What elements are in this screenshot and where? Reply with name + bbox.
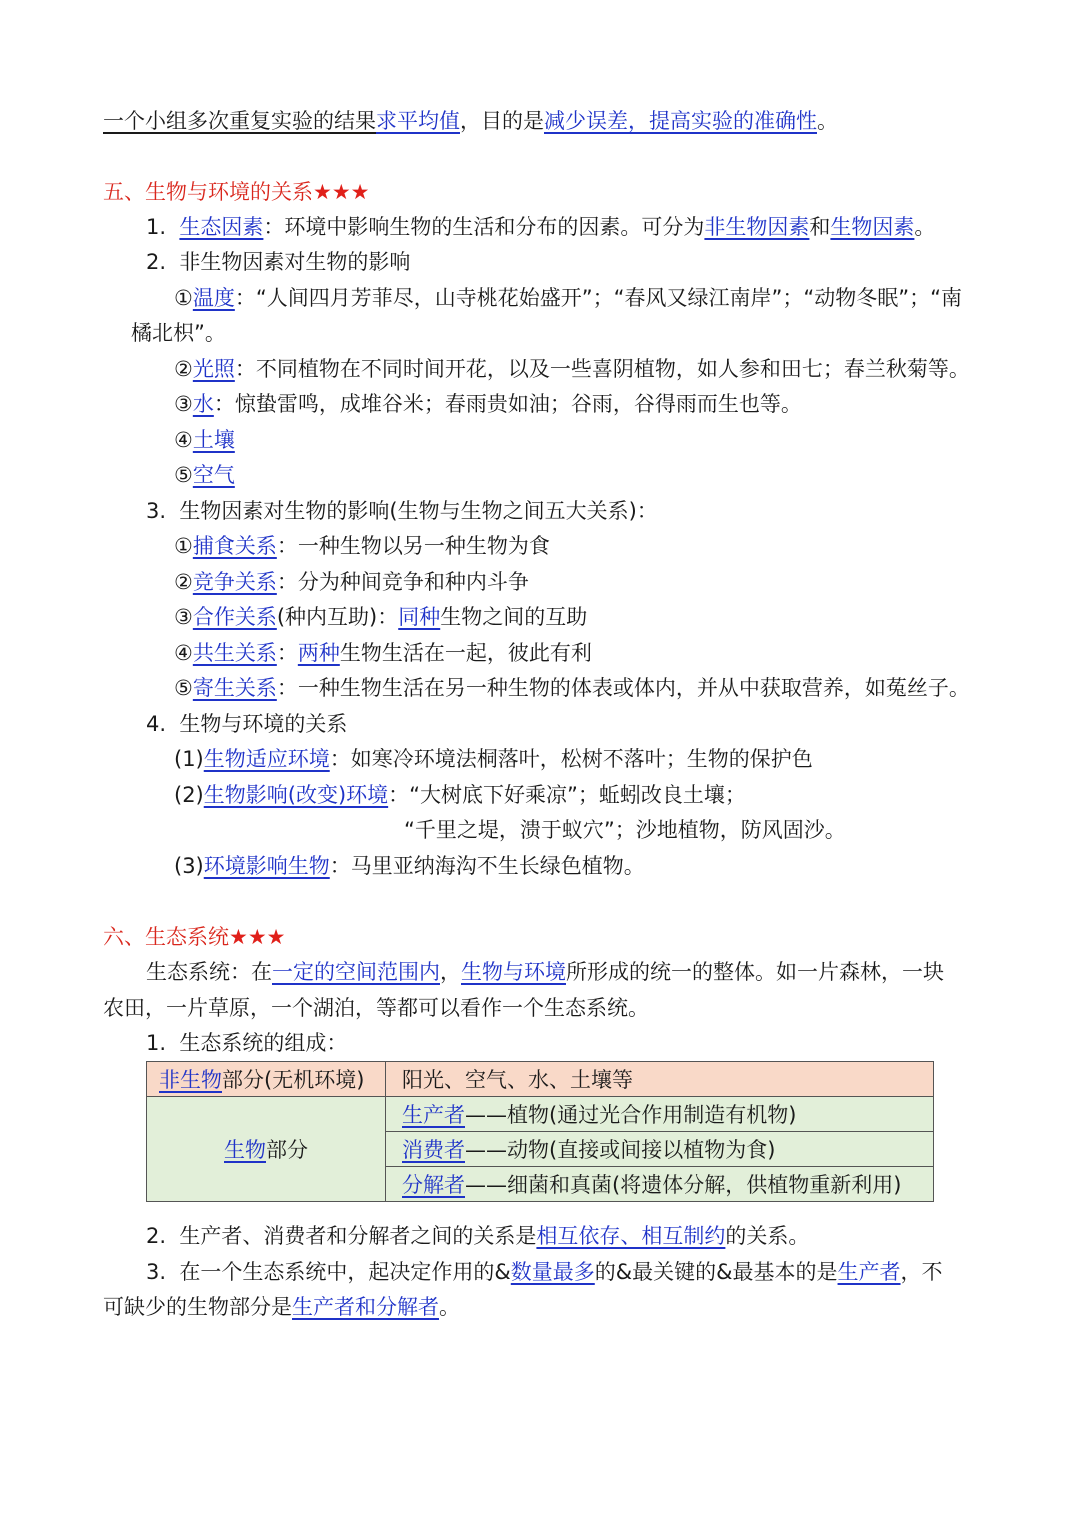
point-number: 1. — [146, 215, 167, 239]
relation-parasitism — [174, 673, 970, 703]
intro-text: 。 — [817, 109, 838, 133]
keyword: 生物影响(改变)环境 — [203, 783, 389, 807]
text: ——细菌和真菌(将遗体分解，供植物重新利用) — [465, 1173, 902, 1197]
keyword: 生物适应环境 — [203, 747, 330, 771]
text: 和 — [809, 215, 831, 239]
item-light — [174, 354, 970, 384]
keyword: 消费者 — [402, 1138, 465, 1162]
keyword: 相互依存、相互制约 — [536, 1224, 726, 1248]
text: 橘北枳”。 — [131, 321, 226, 345]
item-mark: (3) — [174, 854, 204, 878]
keyword: 捕食关系 — [192, 534, 277, 558]
text: “千里之堤，溃于蚁穴”；沙地植物，防风固沙。 — [404, 818, 846, 842]
table-row — [147, 1062, 934, 1097]
keyword: 共生关系 — [192, 641, 277, 665]
text: 生物之间的互助 — [440, 605, 588, 629]
keyword: 水 — [192, 392, 214, 416]
keyword: 非生物 — [159, 1068, 222, 1092]
env-influence — [174, 780, 746, 810]
intro-line — [103, 106, 838, 136]
point-number: 2. — [146, 250, 167, 274]
keyword: 合作关系 — [192, 605, 277, 629]
s5-point-2 — [146, 247, 410, 277]
item-mark: ② — [174, 570, 193, 594]
keyword: 生物 — [224, 1138, 266, 1162]
text: ：一种生物以另一种生物为食 — [276, 534, 550, 558]
keyword: 寄生关系 — [192, 676, 277, 700]
ecosystem-definition-cont — [103, 993, 649, 1023]
table-cell — [386, 1062, 934, 1097]
text: ：“人间四月芳菲尽，山寺桃花始盛开”；“春风又绿江南岸”；“动物冬眠”；“南 — [234, 286, 962, 310]
text: 。 — [914, 215, 936, 239]
table-cell — [386, 1167, 934, 1202]
table-cell — [386, 1097, 934, 1132]
item-mark: (2) — [174, 783, 204, 807]
text: ：马里亚纳海沟不生长绿色植物。 — [329, 854, 645, 878]
item-air — [174, 460, 235, 490]
keyword-average: 求平均值 — [376, 109, 460, 133]
text: ：“大树底下好乘凉”；蚯蚓改良土壤； — [388, 783, 746, 807]
text: ： — [276, 641, 298, 665]
keyword: 空气 — [192, 463, 235, 487]
item-soil — [174, 425, 235, 455]
item-mark: ① — [174, 534, 193, 558]
keyword-reduce-error: 减少误差，提高实验的准确性 — [544, 109, 817, 133]
table-cell — [147, 1097, 386, 1202]
relation-symbiosis — [174, 638, 592, 668]
section-title: 五、生物与环境的关系 — [103, 180, 313, 204]
item-water — [174, 389, 802, 419]
section-5-heading — [103, 177, 369, 207]
keyword: 生产者 — [837, 1260, 901, 1284]
text: ：如寒冷环境法桐落叶，松树不落叶；生物的保护色 — [329, 747, 813, 771]
text: 生物生活在一起，彼此有利 — [339, 641, 592, 665]
text: ， — [440, 960, 461, 984]
text: 的&最关键的&最基本的是 — [594, 1260, 838, 1284]
s6-point-2 — [146, 1221, 809, 1251]
keyword: 一定的空间范围内 — [272, 960, 440, 984]
env-affects-life — [174, 851, 645, 881]
keyword: 环境影响生物 — [203, 854, 330, 878]
point-number: 4. — [146, 712, 167, 736]
s5-point-3 — [146, 496, 658, 526]
text: 生产者、消费者和分解者之间的关系是 — [179, 1224, 537, 1248]
s6-point-3-cont — [103, 1292, 460, 1322]
text: ：环境中影响生物的生活和分布的因素。可分为 — [263, 215, 705, 239]
star-rating: ★★★ — [229, 925, 286, 949]
intro-text: 一个小组多次重复实验的结果 — [103, 109, 376, 133]
table-row — [147, 1097, 934, 1132]
ecosystem-composition-table — [146, 1061, 934, 1202]
keyword: 非生物因素 — [704, 215, 810, 239]
item-mark: ② — [174, 357, 193, 381]
point-text: 生物与环境的关系 — [179, 712, 348, 736]
keyword: 温度 — [192, 286, 235, 310]
keyword: 生产者和分解者 — [292, 1295, 439, 1319]
relation-predation — [174, 531, 550, 561]
table-cell — [386, 1132, 934, 1167]
text: 部分(无机环境) — [222, 1068, 365, 1092]
text: 可缺少的生物部分是 — [103, 1295, 292, 1319]
keyword: 同种 — [398, 605, 441, 629]
item-temperature-cont — [131, 318, 226, 348]
keyword: 光照 — [192, 357, 235, 381]
item-temperature — [174, 283, 962, 313]
keyword: 数量最多 — [510, 1260, 595, 1284]
item-mark: (1) — [174, 747, 204, 771]
section-title: 六、生态系统 — [103, 925, 229, 949]
text: ：分为种间竞争和种内斗争 — [276, 570, 529, 594]
keyword: 竞争关系 — [192, 570, 277, 594]
text: ——动物(直接或间接以植物为食) — [465, 1138, 776, 1162]
point-text: 生物因素对生物的影响(生物与生物之间五大关系)： — [179, 499, 658, 523]
text: 阳光、空气、水、土壤等 — [402, 1068, 633, 1092]
env-influence-cont — [404, 815, 846, 845]
point-number: 2. — [146, 1224, 167, 1248]
ecosystem-definition — [146, 957, 944, 987]
point-text: 生态系统的组成： — [179, 1031, 348, 1055]
point-text: 非生物因素对生物的影响 — [179, 250, 411, 274]
point-number: 3. — [146, 499, 167, 523]
text: 部分 — [266, 1138, 308, 1162]
intro-text: ，目的是 — [460, 109, 544, 133]
text: ：一种生物生活在另一种生物的体表或体内，并从中获取营养，如菟丝子。 — [276, 676, 970, 700]
table-cell — [147, 1062, 386, 1097]
item-mark: ③ — [174, 605, 193, 629]
keyword: 两种 — [297, 641, 340, 665]
relation-competition — [174, 567, 529, 597]
s5-point-4 — [146, 709, 347, 739]
item-mark: ⑤ — [174, 676, 193, 700]
text: 在一个生态系统中，起决定作用的& — [179, 1260, 511, 1284]
text: 农田，一片草原，一个湖泊，等都可以看作一个生态系统。 — [103, 996, 649, 1020]
item-mark: ④ — [174, 641, 193, 665]
item-mark: ① — [174, 286, 193, 310]
star-rating: ★★★ — [313, 180, 370, 204]
text: ：不同植物在不同时间开花，以及一些喜阴植物，如人参和田七；春兰秋菊等。 — [234, 357, 970, 381]
keyword: 生物因素 — [830, 215, 915, 239]
section-6-heading — [103, 922, 285, 952]
s6-point-1 — [146, 1028, 347, 1058]
keyword: 生产者 — [402, 1103, 465, 1127]
text: 所形成的统一的整体。如一片森林，一块 — [566, 960, 944, 984]
text: 的关系。 — [725, 1224, 810, 1248]
s6-point-3 — [146, 1257, 943, 1287]
s5-point-1 — [146, 212, 935, 242]
item-mark: ③ — [174, 392, 193, 416]
text: (种内互助)： — [276, 605, 399, 629]
relation-cooperation — [174, 602, 587, 632]
text: 生态系统：在 — [146, 960, 272, 984]
env-adapt — [174, 744, 813, 774]
keyword: 生物与环境 — [461, 960, 566, 984]
item-mark: ④ — [174, 428, 193, 452]
keyword: 分解者 — [402, 1173, 465, 1197]
item-mark: ⑤ — [174, 463, 193, 487]
point-number: 1. — [146, 1031, 167, 1055]
text: 。 — [439, 1295, 460, 1319]
point-number: 3. — [146, 1260, 167, 1284]
text: ：惊蛰雷鸣，成堆谷米；春雨贵如油；谷雨，谷得雨而生也等。 — [213, 392, 802, 416]
keyword: 土壤 — [192, 428, 235, 452]
keyword: 生态因素 — [179, 215, 264, 239]
text: ，不 — [900, 1260, 943, 1284]
text: ——植物(通过光合作用制造有机物) — [465, 1103, 797, 1127]
